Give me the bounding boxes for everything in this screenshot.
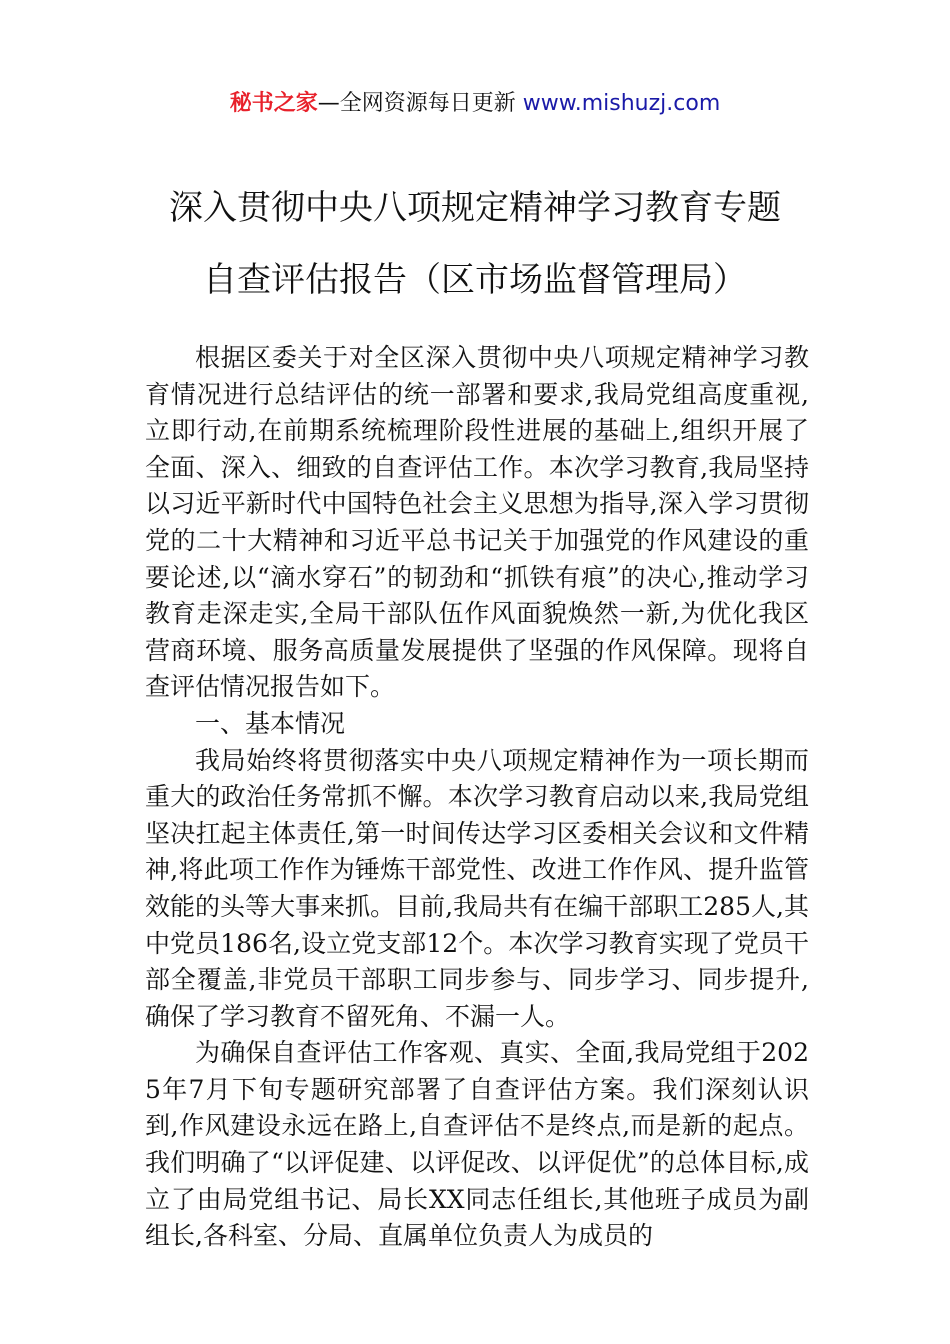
site-tagline: —全网资源每日更新 (317, 91, 523, 116)
body-paragraph: 为确保自查评估工作客观、真实、全面,我局党组于2025年7月下旬专题研究部署了自查评估方案。我们深刻认识到,作风建设永远在路上,自查评估不是终点,而是新的起点。我们明确了“以评促建、以评促改、以评促优”的总体目标,成立了由局党组书记、局长XX同志任组长,其他班子成员为副组长,各科室、分局、直属单位负责人为成员的 (145, 1038, 809, 1251)
site-header (0, 88, 950, 120)
site-url[interactable]: www.mishuzj.com (522, 91, 721, 116)
body-paragraph: 我局始终将贯彻落实中央八项规定精神作为一项长期而重大的政治任务常抓不懈。本次学习教育启动以来,我局党组坚决扛起主体责任,第一时间传达学习区委相关会议和文件精神,将此项工作作为锤炼干部党性、改进工作作风、提升监管效能的头等大事来抓。目前,我局共有在编干部职工285人,其中党员186名,设立党支部12个。本次学习教育实现了党员干部全覆盖,非党员干部职工同步参与、同步学习、同步提升,确保了学习教育不留死角、不漏一人。 (145, 745, 809, 1031)
document-body (145, 340, 809, 1255)
document-title-line-1: 深入贯彻中央八项规定精神学习教育专题 (169, 188, 781, 228)
document-title-line-2: 自查评估报告（区市场监督管理局） (203, 260, 747, 300)
section-heading-basic-situation: 一、基本情况 (195, 708, 346, 738)
intro-paragraph: 根据区委关于对全区深入贯彻中央八项规定精神学习教育情况进行总结评估的统一部署和要求,我局党组高度重视,立即行动,在前期系统梳理阶段性进展的基础上,组织开展了全面、深入、细致的自查评估工作。本次学习教育,我局坚持以习近平新时代中国特色社会主义思想为指导,深入学习贯彻党的二十大精神和习近平总书记关于加强党的作风建设的重要论述,以“滴水穿石”的韧劲和“抓铁有痕”的决心,推动学习教育走深走实,全局干部队伍作风面貌焕然一新,为优化我区营商环境、服务高质量发展提供了坚强的作风保障。现将自查评估情况报告如下。 (145, 343, 809, 702)
site-brand: 秘书之家 (229, 91, 318, 116)
